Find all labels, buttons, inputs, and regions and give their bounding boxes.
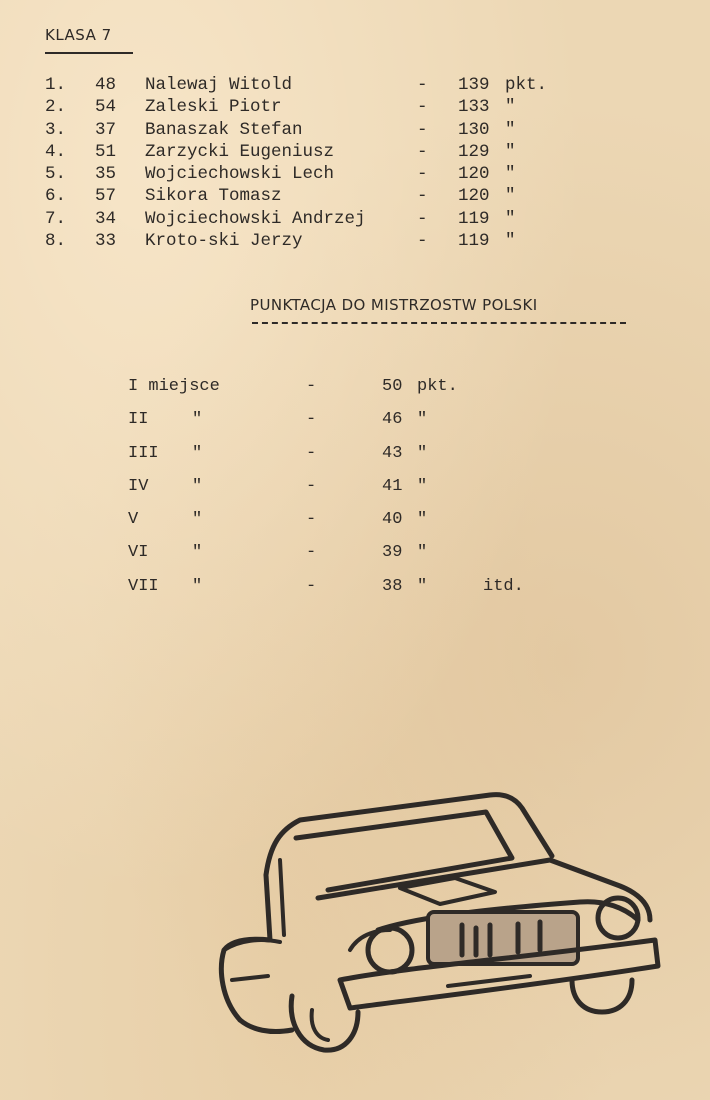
scoring-unit: ": [417, 476, 428, 496]
car-icon: [200, 790, 670, 1060]
result-row: [45, 74, 605, 96]
result-dash: -: [417, 164, 428, 185]
result-dash: -: [417, 119, 428, 140]
result-name: Nalewaj Witold: [145, 75, 293, 95]
result-points: 133: [458, 97, 490, 118]
scoring-dash: -: [306, 543, 317, 563]
result-dash: -: [417, 75, 428, 95]
result-unit: ": [505, 231, 516, 252]
result-row: [45, 208, 605, 230]
scoring-row: [128, 538, 558, 571]
result-start-number: 54: [95, 97, 117, 118]
results-list: [45, 74, 605, 252]
result-name: Wojciechowski Lech: [145, 164, 335, 185]
scoring-row: [128, 472, 558, 505]
result-unit: ": [505, 186, 516, 207]
scoring-unit: ": [417, 410, 428, 430]
scoring-extra: itd.: [483, 576, 524, 596]
result-unit: ": [505, 164, 516, 185]
klasa-heading: KLASA 7: [45, 26, 112, 44]
result-position: 6.: [45, 186, 67, 207]
scoring-place: III: [128, 443, 159, 463]
result-position: 2.: [45, 97, 67, 118]
result-name: Sikora Tomasz: [145, 186, 282, 207]
result-name: Kroto-ski Jerzy: [145, 231, 303, 252]
result-dash: -: [417, 186, 428, 207]
scoring-place: I miejsce: [128, 377, 220, 396]
scoring-place: VI: [128, 543, 149, 563]
result-name: Zaleski Piotr: [145, 97, 282, 118]
result-row: [45, 163, 605, 185]
result-points: 139: [458, 75, 490, 95]
result-name: Wojciechowski Andrzej: [145, 208, 366, 229]
scoring-row: [128, 405, 558, 438]
scoring-points: 43: [382, 443, 403, 463]
scoring-dash: -: [306, 476, 317, 496]
scoring-dash: -: [306, 377, 317, 396]
result-position: 5.: [45, 164, 67, 185]
scoring-points: 39: [382, 543, 403, 563]
result-row: [45, 185, 605, 207]
scoring-unit: ": [417, 576, 428, 596]
scoring-ditto: ": [192, 543, 203, 563]
result-name: Banaszak Stefan: [145, 119, 303, 140]
result-position: 3.: [45, 119, 67, 140]
scoring-unit: ": [417, 443, 428, 463]
scoring-place: VII: [128, 576, 159, 596]
result-points: 129: [458, 141, 490, 162]
scoring-heading: PUNKTACJA DO MISTRZOSTW POLSKI: [250, 296, 538, 314]
result-row: [45, 141, 605, 163]
result-points: 120: [458, 164, 490, 185]
result-dash: -: [417, 141, 428, 162]
result-start-number: 48: [95, 75, 117, 95]
result-start-number: 33: [95, 231, 117, 252]
scoring-row: [128, 572, 558, 605]
result-position: 8.: [45, 231, 67, 252]
scoring-place: II: [128, 410, 149, 430]
scoring-unit: pkt.: [417, 377, 458, 396]
result-dash: -: [417, 231, 428, 252]
scoring-dash: -: [306, 510, 317, 530]
result-name: Zarzycki Eugeniusz: [145, 141, 335, 162]
result-unit: ": [505, 119, 516, 140]
result-points: 119: [458, 208, 490, 229]
scoring-row: [128, 505, 558, 538]
result-start-number: 51: [95, 141, 117, 162]
result-unit: pkt.: [505, 75, 548, 95]
result-points: 119: [458, 231, 490, 252]
result-start-number: 37: [95, 119, 117, 140]
result-start-number: 35: [95, 164, 117, 185]
scoring-unit: ": [417, 543, 428, 563]
scoring-row: [128, 439, 558, 472]
klasa-underline: [45, 52, 133, 54]
result-dash: -: [417, 208, 428, 229]
scoring-place: V: [128, 510, 139, 530]
result-start-number: 34: [95, 208, 117, 229]
scoring-heading-underline: [252, 322, 626, 324]
result-unit: ": [505, 97, 516, 118]
scoring-place: IV: [128, 476, 149, 496]
scoring-dash: -: [306, 443, 317, 463]
scoring-ditto: ": [192, 510, 203, 530]
scoring-ditto: ": [192, 476, 203, 496]
scoring-row: [128, 372, 558, 405]
scoring-ditto: ": [192, 410, 203, 430]
scoring-ditto: ": [192, 576, 203, 596]
result-unit: ": [505, 141, 516, 162]
result-position: 4.: [45, 141, 67, 162]
result-position: 1.: [45, 75, 67, 95]
result-dash: -: [417, 97, 428, 118]
scoring-points: 41: [382, 476, 403, 496]
scoring-table: [128, 372, 558, 605]
scoring-points: 50: [382, 377, 403, 396]
result-row: [45, 119, 605, 141]
result-start-number: 57: [95, 186, 117, 207]
result-row: [45, 96, 605, 118]
scoring-unit: ": [417, 510, 428, 530]
scoring-dash: -: [306, 576, 317, 596]
scoring-ditto: ": [192, 443, 203, 463]
result-unit: ": [505, 208, 516, 229]
result-points: 120: [458, 186, 490, 207]
scoring-dash: -: [306, 410, 317, 430]
result-position: 7.: [45, 208, 67, 229]
result-points: 130: [458, 119, 490, 140]
result-row: [45, 230, 605, 252]
scoring-points: 38: [382, 576, 403, 596]
scoring-points: 46: [382, 410, 403, 430]
scoring-points: 40: [382, 510, 403, 530]
